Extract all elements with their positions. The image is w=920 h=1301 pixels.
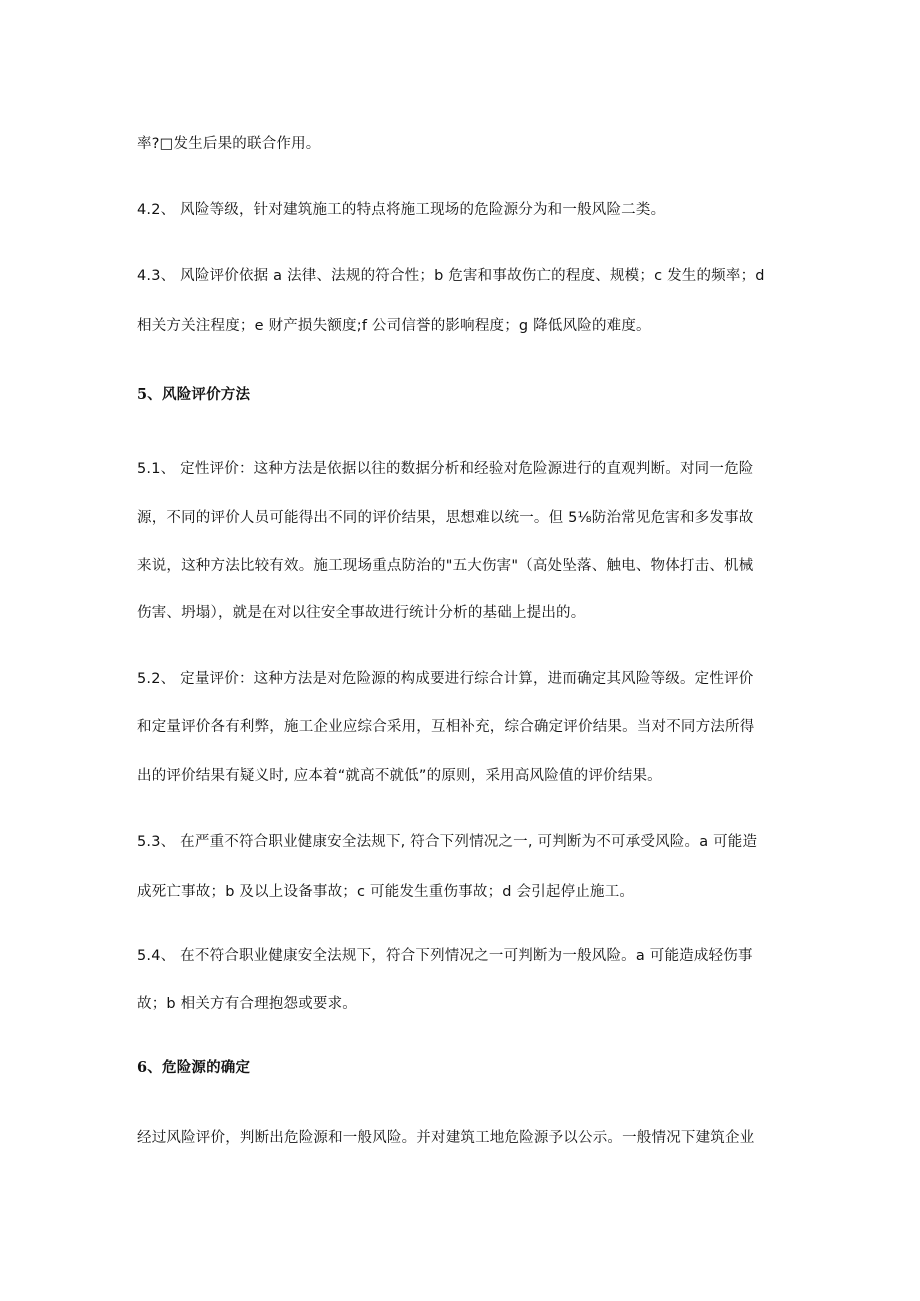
paragraph-line: 相关方关注程度；e 财产损失额度;f 公司信誉的影响程度；g 降低风险的难度。: [137, 318, 651, 334]
paragraph-line: 出的评价结果有疑义时, 应本着“就高不就低”的原则，采用高风险值的评价结果。: [137, 768, 662, 784]
paragraph-line: 4.3、 风险评价依据 a 法律、法规的符合性；b 危害和事故伤亡的程度、规模；c 发生的频率；d: [137, 268, 765, 284]
paragraph-line: 5.3、 在严重不符合职业健康安全法规下, 符合下列情况之一, 可判断为不可承受风险。a 可能造: [137, 834, 758, 850]
paragraph-line: 成死亡事故；b 及以上设备事故；c 可能发生重伤事故；d 会引起停止施工。: [137, 884, 635, 900]
section-heading: 6、危险源的确定: [137, 1059, 251, 1076]
paragraph-line: 源，不同的评价人员可能得出不同的评价结果，思想难以统一。但 5⅛防治常见危害和多发事故: [137, 510, 754, 526]
paragraph-line: 伤害、坍塌），就是在对以往安全事故进行统计分析的基础上提出的。: [137, 605, 586, 621]
paragraph-line: 率?□发生后果的联合作用。: [137, 136, 321, 152]
paragraph-line: 4.2、 风险等级，针对建筑施工的特点将施工现场的危险源分为和一般风险二类。: [137, 202, 666, 218]
section-heading: 5、风险评价方法: [137, 386, 251, 403]
paragraph-line: 5.4、 在不符合职业健康安全法规下，符合下列情况之一可判断为一般风险。a 可能造成轻伤事: [137, 948, 753, 964]
paragraph-line: 5.2、 定量评价：这种方法是对危险源的构成要进行综合计算，进而确定其风险等级。定性评价: [137, 671, 754, 687]
paragraph-line: 经过风险评价，判断出危险源和一般风险。并对建筑工地危险源予以公示。一般情况下建筑企业: [137, 1130, 755, 1146]
paragraph-line: 故；b 相关方有合理抱怨或要求。: [137, 996, 358, 1012]
paragraph-line: 5.1、 定性评价：这种方法是依据以往的数据分析和经验对危险源进行的直观判断。对同一危险: [137, 461, 754, 477]
paragraph-line: 来说，这种方法比较有效。施工现场重点防治的"五大伤害"（高处坠落、触电、物体打击、机械: [137, 558, 754, 574]
paragraph-line: 和定量评价各有利弊，施工企业应综合采用，互相补充，综合确定评价结果。当对不同方法所得: [137, 719, 755, 735]
